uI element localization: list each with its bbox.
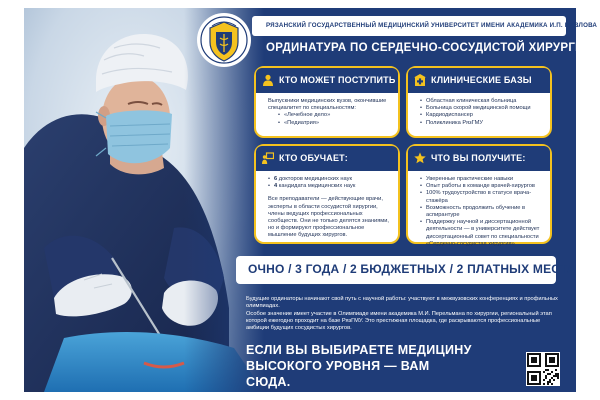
panel-body (268, 176, 390, 240)
candidates-count: 4 (274, 183, 278, 190)
panel-intro: Выпускники медицинских вузов, окончившие специалитет по специальностям: (268, 98, 387, 112)
panel-title: КТО МОЖЕТ ПОСТУПИТЬ (279, 75, 396, 85)
list-item: • «Лечебное дело» (268, 112, 390, 119)
panel-title: КЛИНИЧЕСКИЕ БАЗЫ (431, 75, 532, 85)
clinical-bases-list (420, 98, 542, 127)
list-item: • Областная клиническая больница (420, 98, 542, 105)
panel-title: КТО ОБУЧАЕТ: (279, 153, 348, 163)
list-item (268, 183, 390, 190)
list-item: • Опыт работы в команде врачей-хирургов (420, 183, 542, 190)
call-to-action (246, 342, 476, 390)
panel-what-you-get (406, 144, 552, 247)
list-item: • Возможность продолжить обучение в аспирантуре (420, 205, 542, 219)
list-item: • Поддержку научной и диссертационной деятельности — в университете действует диссертационный совет по специальности «Сердечно-сосудистая хирургия» (420, 219, 542, 248)
panel-who-teaches (254, 144, 400, 244)
list-item (268, 176, 390, 183)
benefits-list (420, 176, 542, 248)
candidates-label: кандидата медицинских наук (278, 183, 356, 190)
program-format: ОЧНО / 3 ГОДА / 2 БЮДЖЕТНЫХ / 2 ПЛАТНЫХ МЕСТА (248, 262, 576, 276)
teachers-description: Все преподаватели — действующие врачи, эксперты в области сосудистой хирургии, члены ведущих профессиональных сообществ. Они не только делятся знаниями, но и формируют профессиональное мышление будущих хирургов. (268, 196, 389, 239)
panel-body (420, 98, 542, 127)
description-paragraph: Особое значение имеет участие в Олимпиаде имени академика М.И. Перельмана по хирургии, региональный этап которой ежегодно проходит на базе РязГМУ. Это престижная площадка, где раскрываются профессиональные амбиции будущих сосудистых хирургов. (246, 311, 552, 331)
list-item: • Поликлиника РязГМУ (420, 120, 542, 127)
list-item: • Уверенные практические навыки (420, 176, 542, 183)
panel-body (268, 98, 390, 127)
list-item: • Кардиодиспансер (420, 112, 542, 119)
doctors-label: докторов медицинских наук (278, 176, 352, 182)
cta-line: ВЫСОКОГО УРОВНЯ — ВАМ СЮДА. (246, 359, 430, 389)
description-paragraph: Будущие ординаторы начинают свой путь с научной работы: участвуют в межвузовских конференциях и профильных олимпиадах. (246, 296, 558, 309)
cta-line: ЕСЛИ ВЫ ВЫБИРАЕТЕ МЕДИЦИНУ (246, 343, 472, 357)
hospital-icon (414, 74, 426, 86)
star-icon (414, 152, 426, 164)
specialty-list (268, 112, 390, 126)
university-name: РЯЗАНСКИЙ ГОСУДАРСТВЕННЫЙ МЕДИЦИНСКИЙ УНИВЕРСИТЕТ ИМЕНИ АКАДЕМИКА И.П. ПАВЛОВА (266, 22, 598, 29)
qr-code-icon[interactable] (526, 352, 560, 386)
list-item: • «Педиатрия» (268, 120, 390, 127)
teacher-icon (262, 152, 274, 164)
panel-clinical-bases (406, 66, 552, 138)
list-item: • 100% трудоустройство в статусе врача-стажёра (420, 190, 542, 204)
list-item: • Больница скорой медицинской помощи (420, 105, 542, 112)
bottom-description (246, 296, 564, 333)
page-title: ОРДИНАТУРА ПО СЕРДЕЧНО-СОСУДИСТОЙ ХИРУРГИИ (266, 42, 593, 54)
doctors-count: 6 (274, 176, 278, 182)
panel-title: ЧТО ВЫ ПОЛУЧИТЕ: (431, 153, 526, 163)
person-icon (262, 74, 274, 86)
panel-body (420, 176, 542, 248)
university-emblem-icon (196, 12, 252, 68)
panel-who-can-apply (254, 66, 400, 138)
teachers-list (268, 176, 390, 190)
